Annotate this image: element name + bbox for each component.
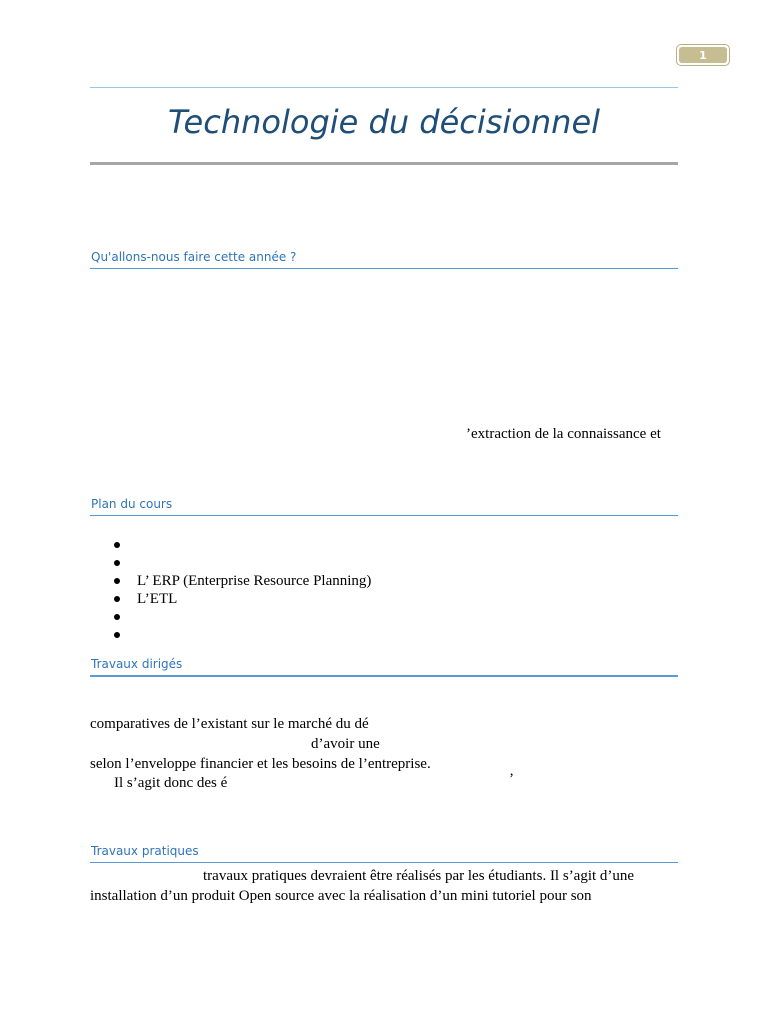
section-heading-plan: Plan du cours — [90, 496, 678, 516]
td-text-line-3: selon l’enveloppe financier et les besoins de l’entreprise. — [90, 756, 431, 772]
document-title: Technologie du décisionnel — [167, 103, 601, 141]
bullet-icon — [114, 596, 120, 602]
bullet-icon — [114, 578, 120, 584]
bullet-icon — [114, 560, 120, 566]
td-text-line-1: comparatives de l’existant sur le marché du dé — [90, 716, 369, 732]
tp-text-line-1: travaux pratiques devraient être réalisés par les étudiants. Il s’agit d’une — [203, 868, 635, 884]
plan-list-item: L’ ERP (Enterprise Resource Planning) — [110, 572, 371, 590]
td-text-line-2: d’avoir une — [311, 736, 380, 752]
intro-text-fragment: ’extraction de la connaissance et — [466, 426, 661, 442]
section-heading-td: Travaux dirigés — [90, 656, 678, 677]
bullet-icon — [114, 542, 120, 548]
plan-list-item — [110, 554, 371, 572]
bullet-icon — [114, 632, 120, 638]
td-text-line-4-tail: ’ — [509, 771, 514, 787]
td-text-line-4: Il s’agit donc des é — [114, 775, 228, 791]
plan-list-item — [110, 608, 371, 626]
section-heading-intro: Qu'allons-nous faire cette année ? — [90, 249, 678, 269]
tp-text-line-2: installation d’un produit Open source avec la réalisation d’un mini tutoriel pour son — [90, 888, 592, 904]
course-plan-list — [110, 536, 371, 644]
section-heading-tp: Travaux pratiques — [90, 843, 678, 863]
page-number: 1 — [679, 47, 727, 63]
plan-list-item — [110, 626, 371, 644]
plan-list-item: L’ETL — [110, 590, 371, 608]
title-rule-bottom — [90, 162, 678, 165]
title-rule-top — [90, 87, 678, 88]
page-number-badge — [676, 44, 730, 66]
bullet-icon — [114, 614, 120, 620]
plan-list-item — [110, 536, 371, 554]
